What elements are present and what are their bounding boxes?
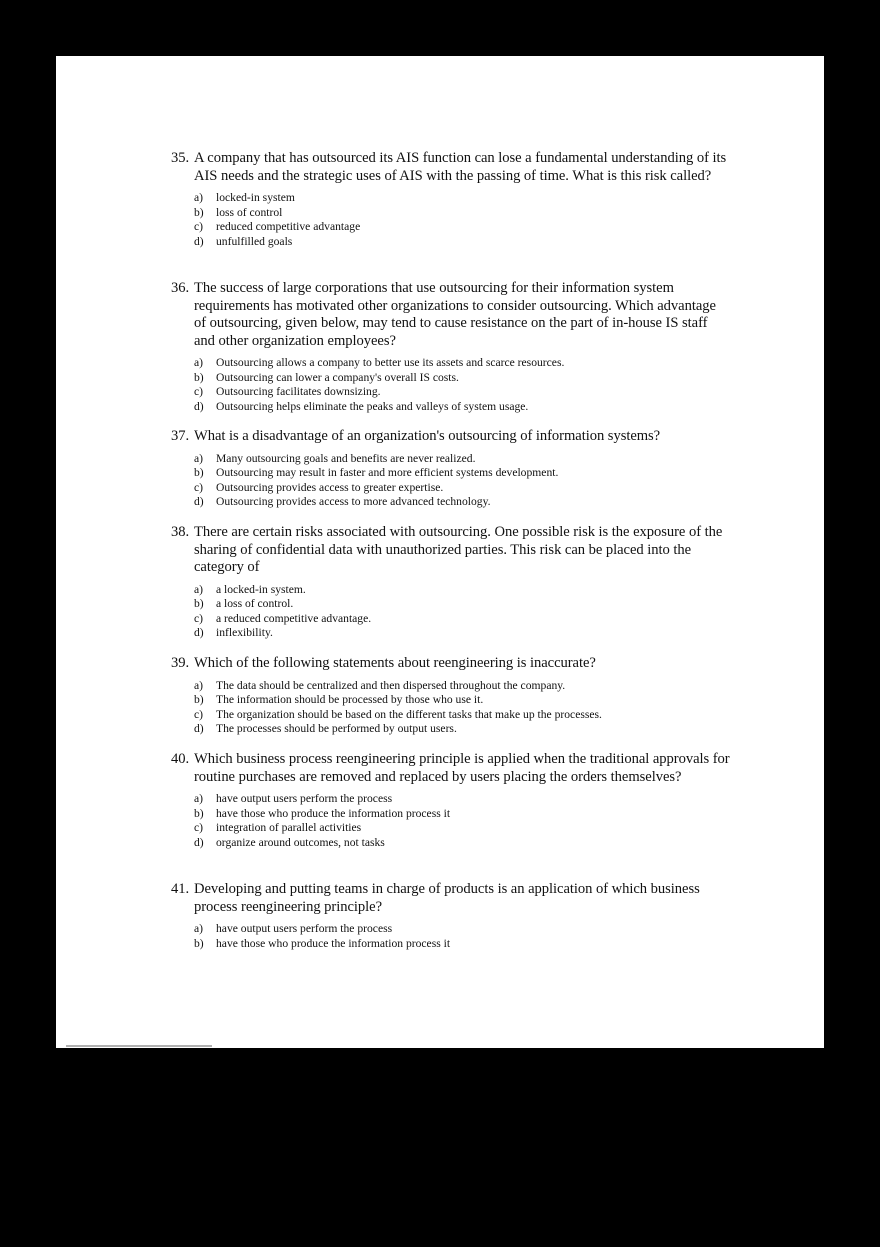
question-40 [171,751,731,850]
question-stem [171,751,731,786]
option-letter: d) [194,495,204,508]
option-b [194,937,731,952]
option-a [194,679,731,694]
option-letter: a) [194,678,204,692]
option-text: Outsourcing provides access to more advanced technology. [216,495,491,508]
option-letter: a) [194,922,204,935]
option-text: integration of parallel activities [216,821,362,834]
option-text: inflexibility. [216,626,273,639]
question-39 [171,655,731,737]
question-number: 38. [171,524,190,540]
option-text: organize around outcomes, not tasks [216,835,385,849]
question-35 [171,150,731,249]
option-d [194,400,731,415]
question-text: There are certain risks associated with outsourcing. One possible risk is the exposure of the sharing of confidential data with unauthorized parties. This risk can be placed into the category of [194,524,723,575]
question-stem [171,524,731,577]
option-list [171,191,731,249]
option-c [194,220,731,235]
question-text: Developing and putting teams in charge of products is an application of which business process reengineering principle? [194,881,700,915]
option-letter: b) [194,597,204,610]
option-b [194,206,731,221]
option-d [194,495,731,510]
question-text: Which of the following statements about reengineering is inaccurate? [194,655,596,671]
document-page [56,56,824,1048]
question-38 [171,524,731,641]
option-letter: c) [194,480,204,494]
option-list [171,679,731,737]
option-text: The organization should be based on the different tasks that make up the processes. [216,707,602,721]
option-letter: a) [194,191,204,204]
option-letter: d) [194,234,204,248]
option-text: Outsourcing can lower a company's overall IS costs. [216,370,459,384]
question-36 [171,280,731,414]
option-a [194,191,731,206]
option-letter: a) [194,792,204,805]
question-text: What is a disadvantage of an organization's outsourcing of information systems? [194,428,661,444]
option-a [194,452,731,467]
option-a [194,922,731,937]
option-letter: b) [194,370,204,384]
option-text: Outsourcing provides access to greater expertise. [216,480,444,494]
option-list [171,452,731,510]
question-number: 36. [171,280,190,296]
option-c [194,612,731,627]
option-d [194,722,731,737]
option-text: a loss of control. [216,597,294,610]
option-letter: d) [194,835,204,849]
option-c [194,385,731,400]
option-b [194,597,731,612]
option-c [194,821,731,836]
option-letter: a) [194,451,204,465]
option-text: loss of control [216,205,283,219]
option-text: unfulfilled goals [216,234,293,248]
option-text: a reduced competitive advantage. [216,611,372,625]
option-text: The processes should be performed by output users. [216,722,457,735]
question-stem [171,655,731,673]
question-text: The success of large corporations that use outsourcing for their information system requirements has motivated other organizations to consider outsourcing. Which advantage of outsourcing, given below, may tend to cause resistance on the part of in-house IS staff and other organization employees? [194,280,716,349]
question-41 [171,881,731,951]
question-number: 35. [171,150,190,166]
option-text: The data should be centralized and then dispersed throughout the company. [216,678,566,692]
option-letter: d) [194,722,204,735]
option-letter: b) [194,466,204,479]
option-b [194,466,731,481]
option-text: Many outsourcing goals and benefits are never realized. [216,451,476,465]
footnote-divider [66,1045,212,1047]
option-letter: b) [194,936,204,950]
option-d [194,626,731,641]
option-text: have those who produce the information process it [216,806,451,820]
option-text: have output users perform the process [216,922,393,935]
option-b [194,693,731,708]
option-list [171,792,731,850]
option-a [194,792,731,807]
option-b [194,371,731,386]
option-text: Outsourcing facilitates downsizing. [216,385,381,398]
option-letter: a) [194,356,204,369]
question-stem [171,428,731,446]
option-letter: c) [194,385,204,398]
question-text: Which business process reengineering principle is applied when the traditional approvals for routine purchases are removed and replaced by users placing the orders themselves? [194,751,730,785]
option-text: have those who produce the information process it [216,936,451,950]
question-stem [171,280,731,350]
option-text: a locked-in system. [216,582,306,596]
option-letter: c) [194,220,204,233]
option-text: reduced competitive advantage [216,220,361,233]
option-letter: a) [194,582,204,596]
option-text: The information should be processed by those who use it. [216,693,484,706]
option-letter: b) [194,806,204,820]
option-c [194,481,731,496]
question-text: A company that has outsourced its AIS function can lose a fundamental understanding of its AIS needs and the strategic uses of AIS with the passing of time. What is this risk called? [194,150,727,184]
option-a [194,583,731,598]
option-letter: d) [194,399,204,413]
option-letter: c) [194,821,204,834]
option-d [194,836,731,851]
option-list [171,583,731,641]
option-letter: c) [194,611,204,625]
option-a [194,356,731,371]
option-letter: d) [194,626,204,639]
option-d [194,235,731,250]
question-stem [171,881,731,916]
option-text: Outsourcing allows a company to better use its assets and scarce resources. [216,356,565,369]
option-letter: c) [194,707,204,721]
question-37 [171,428,731,510]
option-letter: b) [194,693,204,706]
option-text: locked-in system [216,191,295,204]
option-text: Outsourcing helps eliminate the peaks and valleys of system usage. [216,399,529,413]
question-number: 39. [171,655,190,671]
option-c [194,708,731,723]
option-text: Outsourcing may result in faster and more efficient systems development. [216,466,559,479]
question-number: 41. [171,881,190,897]
question-stem [171,150,731,185]
option-b [194,807,731,822]
question-number: 40. [171,751,190,767]
option-text: have output users perform the process [216,792,393,805]
option-list [171,922,731,951]
question-number: 37. [171,428,190,444]
option-list [171,356,731,414]
option-letter: b) [194,205,204,219]
